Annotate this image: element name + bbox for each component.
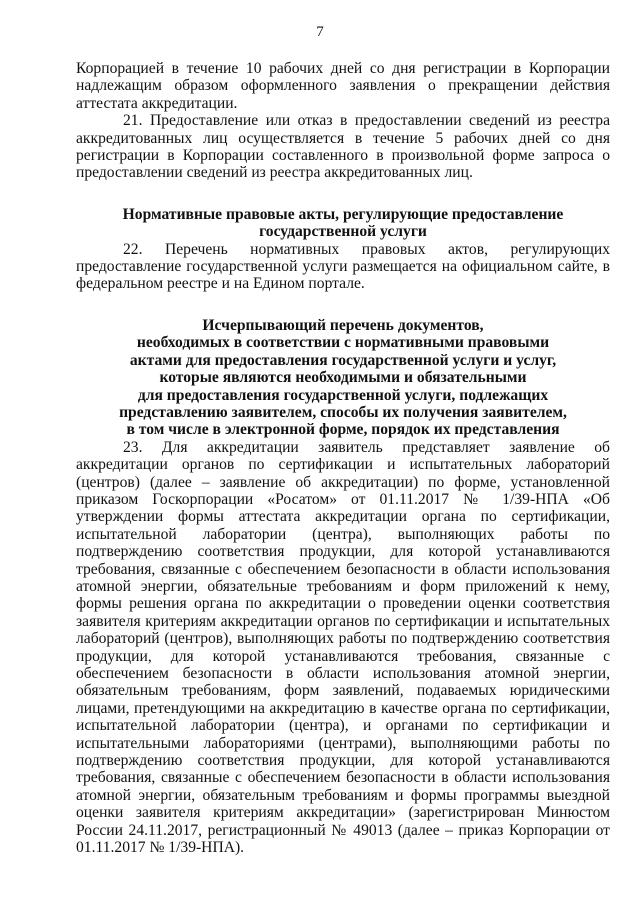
heading-line: представлению заявителем, способы их получения заявителем, [119,403,567,421]
heading-line: в том числе в электронной форме, порядок их представления [126,421,560,439]
paragraph-22: 22. Перечень нормативных правовых актов, регулирующих предоставление государственной услуги размещается на официальном сайте, в федеральном реестре и на Едином портале. [76,240,610,293]
page-number: 7 [316,24,324,40]
heading-line: государственной услуги [259,223,427,241]
heading-line: Нормативные правовые акты, регулирующие предоставление [122,205,564,223]
section-heading-normative-acts [76,206,610,241]
document-body [76,60,610,856]
heading-line: которые являются необходимыми и обязательными [159,369,527,387]
heading-line: необходимых в соответствии с нормативными правовыми [136,334,550,352]
heading-line: Исчерпывающий перечень документов, [202,316,484,334]
paragraph-23: 23. Для аккредитации заявитель представляет заявление об аккредитации органов по сертификации и испытательных лабораторий (центров) (далее – заявление об аккредитации) по форме, установленной приказом Госкорпорации «Росатом» от 01.11.2017 № 1/39-НПА «Об утверждении формы аттестата аккредитации органа по сертификации, испытательной лаборатории (центра), выполняющих работы по подтверждению соответствия продукции, для которой устанавливаются требования, связанные с обеспечением безопасности в области использования атомной энергии, обязательные требованиям и форм приложений к нему, формы решения органа по аккредитации о проведении оценки соответствия заявителя критериям аккредитации органов по сертификации и испытательных лабораторий (центров), выполняющих работы по подтверждению соответствия продукции, для которой устанавливаются требования, связанные с обеспечением безопасности в области использования атомной энергии, обязательным требованиям, форм заявлений, подаваемых юридическими лицами, претендующими на аккредитацию в качестве органа по сертификации, испытательной лаборатории (центра), и органами по сертификации и испытательными лабораториями (центрами), выполняющими работы по подтверждению соответствия продукции, для которой устанавливаются требования, связанные с обеспечением безопасности в области использования атомной энергии, обязательным требованиям и формы программы выездной оценки заявителя критериям аккредитации» (зарегистрирован Минюстом России 24.11.2017, регистрационный № 49013 (далее – приказ Корпорации от 01.11.2017 № 1/39-НПА). [76,438,610,857]
section-heading-document-list [76,317,610,439]
heading-line: актами для предоставления государственной услуги и услуг, [129,351,557,369]
paragraph-21: 21. Предоставление или отказ в предоставлении сведений из реестра аккредитованных лиц осуществляется в течение 5 рабочих дней со дня регистрации в Корпорации составленного в произвольной форме запроса о предоставлении сведений из реестра аккредитованных лиц. [76,112,610,182]
heading-line: для предоставления государственной услуги, подлежащих [137,386,549,404]
paragraph-continuation: Корпорацией в течение 10 рабочих дней со дня регистрации в Корпорации надлежащим образом оформленного заявления о прекращении действия аттестата аккредитации. [76,60,610,112]
